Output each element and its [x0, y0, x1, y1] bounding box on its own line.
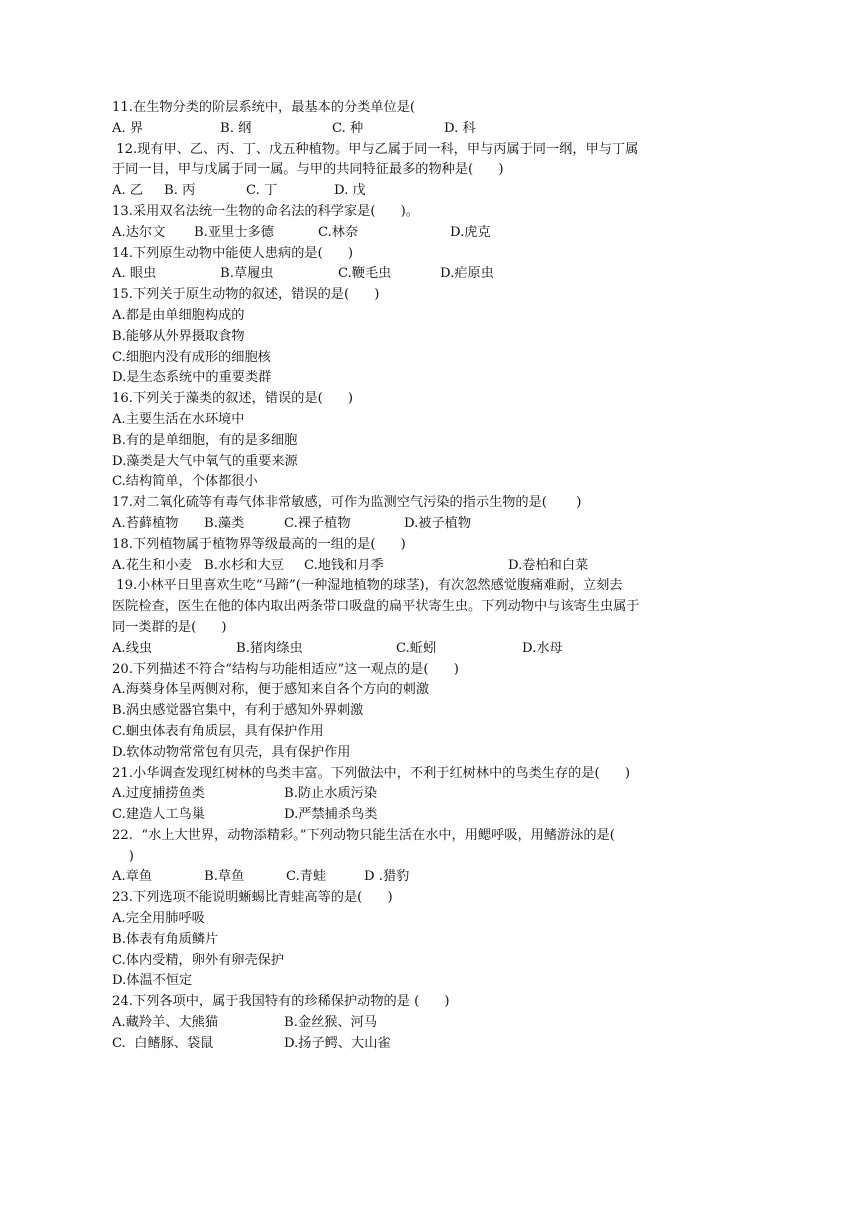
question-19-options — [112, 639, 752, 660]
option-a: A.章鱼 — [112, 869, 153, 885]
question-13-stem: 13.采用双名法统一生物的命名法的科学家是( )。 — [112, 203, 419, 219]
option-d: D.是生态系统中的重要类群 — [112, 370, 272, 386]
option-d: D.软体动物常常包有贝壳，具有保护作用 — [112, 744, 351, 760]
option-c: C.鞭毛虫 — [338, 266, 392, 282]
option-a: A.花生和小麦 — [112, 557, 192, 573]
option-c: C.细胞内没有成形的细胞核 — [112, 349, 271, 365]
option-c: C. 种 — [332, 120, 364, 136]
question-11-stem: 11.在生物分类的阶层系统中，最基本的分类单位是( — [112, 100, 416, 115]
question-17-stem: 17.对二氧化硫等有毒气体非常敏感，可作为监测空气污染的指示生物的是( ) — [112, 495, 582, 511]
option-a: A.藏羚羊、大熊猫 — [112, 1015, 219, 1031]
option-d: D.扬子鳄、大山雀 — [284, 1035, 391, 1051]
option-b: B.金丝猴、河马 — [284, 1015, 378, 1031]
question-14-stem: 14.下列原生动物中能使人患病的是( ) — [112, 245, 354, 261]
question-12-stem: 12.现有甲、乙、丙、丁、戊五种植物。甲与乙属于同一科，甲与丙属于同一纲，甲与丁属 — [112, 141, 639, 157]
option-d: D.藻类是大气中氧气的重要来源 — [112, 453, 298, 469]
exam-page — [112, 98, 752, 1055]
question-19-stem: 同一类群的是( ) — [112, 619, 227, 635]
question-24-stem: 24.下列各项中，属于我国特有的珍稀保护动物的是 ( ) — [112, 994, 450, 1010]
question-24-options — [112, 1034, 752, 1055]
option-d: D .猎豹 — [364, 869, 410, 885]
option-b: B.亚里士多德 — [194, 224, 274, 240]
option-c: C.体内受精，卵外有卵壳保护 — [112, 952, 285, 968]
question-17-options — [112, 514, 752, 535]
option-a: A. 界 — [112, 120, 144, 136]
question-19-stem: 医院检查，医生在他的体内取出两条带口吸盘的扁平状寄生虫。下列动物中与该寄生虫属于 — [112, 599, 640, 615]
option-c: C. 丁 — [246, 183, 278, 199]
question-14-options — [112, 264, 752, 285]
option-a: A.都是由单细胞构成的 — [112, 307, 245, 323]
question-21-options — [112, 784, 752, 805]
option-c: C. 白鳍豚、袋鼠 — [112, 1035, 214, 1051]
option-a: A. 眼虫 — [112, 266, 157, 282]
option-c: C.裸子植物 — [284, 515, 351, 531]
option-b: B.防止水质污染 — [284, 786, 378, 802]
option-a: A.线虫 — [112, 640, 153, 656]
option-a: A.完全用肺呼吸 — [112, 911, 205, 927]
question-24-options — [112, 1013, 752, 1034]
question-22-options — [112, 867, 752, 888]
option-d: D.虎克 — [450, 224, 491, 240]
question-19-stem: 19.小林平日里喜欢生吃“马蹄”(一种湿地植物的球茎)，有次忽然感觉腹痛难耐，立刻去 — [112, 578, 623, 594]
option-b: B.能够从外界摄取食物 — [112, 328, 245, 344]
question-11-options — [112, 119, 752, 140]
option-a: A.海葵身体呈两侧对称，便于感知来自各个方向的刺激 — [112, 682, 430, 698]
option-b: B.水杉和大豆 — [204, 557, 284, 573]
option-a: A.过度捕捞鱼类 — [112, 786, 205, 802]
option-b: B.草鱼 — [204, 869, 245, 885]
question-16-stem: 16.下列关于藻类的叙述，错误的是( ) — [112, 391, 354, 407]
option-a: A.达尔文 — [112, 224, 166, 240]
option-c: C.蚯蚓 — [396, 640, 437, 656]
option-d: D.体温不恒定 — [112, 973, 193, 989]
option-d: D.水母 — [522, 640, 563, 656]
question-18-options — [112, 556, 752, 577]
option-d: D.严禁捕杀鸟类 — [284, 807, 378, 823]
option-c: C.青蛙 — [286, 869, 327, 885]
option-b: B. 丙 — [164, 183, 196, 199]
option-d: D.被子植物 — [404, 515, 472, 531]
option-b: B.藻类 — [204, 515, 245, 531]
option-a: A.苔藓植物 — [112, 515, 179, 531]
option-d: D.疟原虫 — [440, 266, 494, 282]
question-18-stem: 18.下列植物属于植物界等级最高的一组的是( ) — [112, 536, 406, 552]
question-23-stem: 23.下列选项不能说明蜥蜴比青蛙高等的是( ) — [112, 890, 393, 906]
option-d: D. 科 — [444, 120, 476, 136]
option-a: A. 乙 — [112, 183, 144, 199]
option-b: B.涡虫感觉器官集中，有利于感知外界刺激 — [112, 703, 364, 719]
question-15-stem: 15.下列关于原生动物的叙述，错误的是( ) — [112, 287, 380, 303]
question-21-options — [112, 805, 752, 826]
option-c: C.结构简单，个体都很小 — [112, 474, 258, 490]
option-a: A.主要生活在水环境中 — [112, 411, 245, 427]
option-b: B. 纲 — [220, 120, 252, 136]
option-c: C.建造人工鸟巢 — [112, 807, 205, 823]
option-c: C.林奈 — [318, 224, 359, 240]
question-21-stem: 21.小华调查发现红树林的鸟类丰富。下列做法中，不利于红树林中的鸟类生存的是( ) — [112, 765, 630, 781]
question-12-stem: 于同一目，甲与戊属于同一属。与甲的共同特征最多的物种是( ) — [112, 162, 504, 178]
question-22-stem: ) — [112, 848, 134, 864]
question-20-stem: 20.下列描述不符合“结构与功能相适应”这一观点的是( ) — [112, 661, 459, 677]
option-b: B.有的是单细胞，有的是多细胞 — [112, 432, 298, 448]
option-d: D. 戊 — [334, 183, 366, 199]
option-b: B.体表有角质鳞片 — [112, 931, 219, 947]
question-22-stem: 22. “水上大世界，动物添精彩。”下列动物只能生活在水中，用鳃呼吸，用鳍游泳的是( — [112, 827, 615, 843]
option-d: D.卷柏和白菜 — [508, 557, 589, 573]
question-12-options — [112, 181, 752, 202]
option-c: C.蛔虫体表有角质层，具有保护作用 — [112, 723, 324, 739]
option-b: B.草履虫 — [220, 266, 274, 282]
option-b: B.猪肉绦虫 — [236, 640, 303, 656]
option-c: C.地钱和月季 — [304, 557, 384, 573]
question-13-options — [112, 223, 752, 244]
